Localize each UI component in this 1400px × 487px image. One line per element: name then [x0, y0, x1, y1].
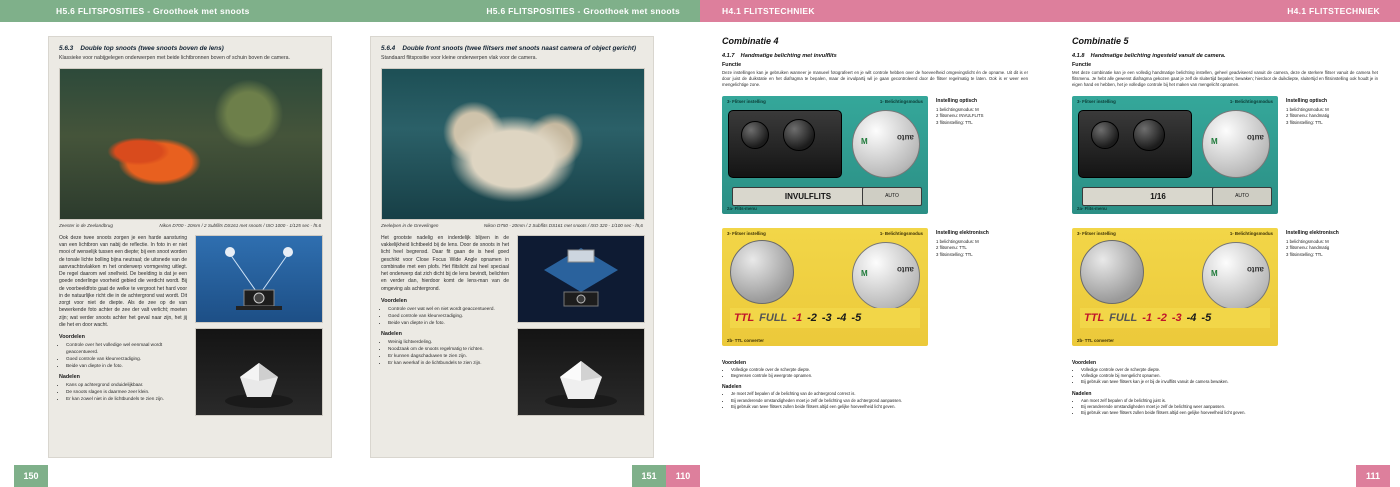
page-content-150 — [0, 22, 350, 487]
list-item: • De snoots slagen is daarmee zeer klein. — [66, 388, 187, 395]
disadvantages-list — [59, 381, 187, 402]
settings-line: 1 belichtingsmodus: M — [936, 106, 979, 112]
subsection-line — [1072, 53, 1378, 59]
figure-settings-optical — [1286, 96, 1372, 126]
advantages-list — [1072, 367, 1378, 386]
list-item: • Er kan zowel niet in de lichtbundels te zien zijn. — [66, 395, 187, 402]
list-item: • Goed controle van kleurverzadiging. — [66, 355, 187, 362]
page-header-150: H5.6 FLITSPOSITIES - Groothoek met snoots — [0, 0, 350, 22]
page-110 — [700, 0, 1050, 487]
subsection-number: 4.1.7 — [722, 53, 735, 59]
stop-label: -1 — [792, 311, 803, 324]
dial-label-m: M — [1211, 268, 1218, 278]
list-item: • Kans op achtergrond onduidelijkbaar. — [66, 381, 187, 388]
ttl-rotary-dial[interactable] — [730, 240, 794, 304]
page-content-110 — [700, 22, 1050, 487]
section-number: 5.6.4 — [381, 45, 396, 52]
flash-mode-strip — [862, 187, 922, 206]
function-heading: Functie — [722, 62, 742, 68]
pros-cons-block — [722, 360, 1028, 410]
settings-line: 3 flitsinstelling: TTL — [1286, 119, 1323, 125]
figure-label-flash-setting: 3- Flitser instelling — [727, 98, 766, 104]
disadvantages-list — [722, 391, 1028, 410]
disadvantages-heading: Nadelen — [59, 374, 80, 381]
list-item: • Aan moet zelf bepalen of de belichting juist is. — [1081, 398, 1378, 404]
flash-knob-right[interactable] — [783, 119, 815, 151]
figure-settings-optical — [936, 96, 1022, 126]
settings-heading: Instelling optisch — [936, 97, 978, 104]
diagram-svg — [196, 236, 322, 322]
ttl-label: TTL — [734, 311, 755, 324]
dial-label-m: M — [861, 136, 868, 146]
subsection-line — [722, 53, 1028, 59]
diagram-svg — [518, 236, 644, 322]
photo-caption-right: Nikon D750 - 20mm / 2 Subflits DS161 met snoots / ISO 320 - 1/100 sec - f5,6 — [483, 222, 643, 228]
disadvantages-heading: Nadelen — [722, 384, 742, 391]
settings-line: 2 flitsmenu: handmatig — [1286, 245, 1330, 251]
figure-label-exposure-mode: 1- Belichtingsmodus — [879, 98, 923, 104]
photo-caption-right: Nikon D700 - 20mm / 2 Subflits DS161 met snoots / ISO 1000 - 1/125 sec - f5.6 — [159, 222, 321, 228]
figure-label-ttl-converter: 2b- TTL converter — [1077, 337, 1115, 343]
settings-line: 2 flitsmenu: handmatig — [1286, 113, 1330, 119]
list-item: • Noodzaak om de snoots regelmatig te richten. — [388, 345, 509, 352]
page-number-110: 110 — [666, 465, 700, 487]
stop-label: -2 — [1157, 311, 1167, 324]
list-item: • Bij gebruik van twee flitsers kan je er bij de invulflits vanuit de camera bewaken. — [1081, 379, 1378, 385]
figure-label-flash-setting: 3- Flitser instelling — [1077, 230, 1116, 236]
figure-label-ttl-converter: 2b- TTL converter — [727, 337, 765, 343]
list-item: • Volledige controle over de scherpte diepte. — [731, 367, 1028, 373]
camera-mode-dial[interactable] — [1202, 242, 1270, 310]
stop-label: -3 — [1171, 311, 1182, 324]
figure-row-optical — [722, 96, 1028, 218]
figure-label-flash-menu: 2a- Flits-menu — [727, 205, 757, 211]
dial-label-auto: auto — [1247, 264, 1264, 274]
disadvantages-heading: Nadelen — [1072, 390, 1092, 397]
advantages-list — [381, 305, 509, 326]
flash-knob-right[interactable] — [1133, 119, 1165, 151]
flash-knob-left[interactable] — [1091, 121, 1119, 149]
photo-caption — [381, 223, 643, 228]
stop-label: -5 — [1201, 311, 1212, 324]
list-item: • Bij veranderende omstandigheden moet je zelf de belichting van de achtergrond aanpassen. — [731, 398, 1028, 404]
page-151 — [350, 0, 700, 487]
section-subtitle: Standaard flitspositie voor kleine onderwerpen vlak voor de camera. — [381, 55, 537, 61]
flash-mode-strip — [1212, 187, 1272, 206]
photo-caption — [59, 223, 321, 228]
list-item: • Controle over wat wel en niet wordt geaccentueerd. — [388, 305, 509, 312]
page-number-111: 111 — [1356, 465, 1390, 487]
render-svg — [196, 329, 322, 415]
lighting-diagram-topsnoots — [195, 235, 323, 323]
figure-flash-optical — [1072, 96, 1278, 214]
ttl-label: TTL — [1084, 311, 1105, 324]
settings-line: 2 flitsmenu: INVULFLITS — [936, 113, 984, 119]
flash-unit-body — [1078, 110, 1192, 178]
function-text: Deze instellingen kan je gebruiken wanneer je manueel fotografeert en je wilt controle hebben over de hoeveelheid omgevingslicht én de opname. Uit dit is er door juist de duikstatie en het diafragma te bepalen, maar de invulpartij wil je gaan gecontroleerd door de flitser regelmatig te laten. Ook is er weer een mengelichtige zone. — [722, 70, 1028, 88]
page-content-151 — [350, 22, 700, 487]
dial-label-m: M — [1211, 136, 1218, 146]
list-item: • Beide van diepte in de foto. — [66, 362, 187, 369]
disadvantages-list — [381, 338, 509, 366]
advantages-heading: Voordelen — [722, 359, 747, 366]
combination-title: Combinatie 4 — [722, 36, 779, 46]
full-label: FULL — [759, 311, 788, 324]
flash-auto-label: AUTO — [1235, 193, 1249, 200]
settings-heading: Instelling elektronisch — [936, 229, 989, 236]
advantages-heading: Voordelen — [381, 297, 407, 304]
flash-auto-label: AUTO — [885, 193, 899, 200]
photo-coral — [381, 68, 645, 220]
body-text: Het grootste nadelig en inderdelijk blijven in de vakkelijkheid lichtbeeld bij de lens. Door de snoots in het licht heel begrensd. Daar fit gaan de is heel goed geschikt voor Close Focus Wide Angle opnamen in combinatie met een plofs. Het flitslicht zal heel speciaal het onderwerp dat zich dicht bij de lens bevindt, belichten en verder dan, hierdoor komt de lens-man van de omgeving als achtergrond. — [381, 234, 509, 292]
list-item: • Bij gebruik van twee flitsers zullen beide flitsers altijd een gelijke hoeveelheid licht geven. — [1081, 410, 1378, 416]
content-panel — [48, 36, 332, 458]
section-title — [59, 45, 321, 53]
stop-label: -3 — [821, 311, 832, 324]
settings-line: 1 belichtingsmodus: M — [936, 238, 979, 244]
dial-label-m: M — [861, 268, 868, 278]
figure-flash-optical — [722, 96, 928, 214]
settings-line: 3 flitsinstelling: TTL — [1286, 251, 1323, 257]
list-item: • Je moet zelf bepalen of de belichting van de achtergrond correct is. — [731, 391, 1028, 397]
section-title — [381, 45, 643, 53]
figure-row-optical — [1072, 96, 1378, 218]
page-header-151: H5.6 FLITSPOSITIES - Groothoek met snoots — [350, 0, 700, 22]
dial-label-auto: auto — [1247, 132, 1264, 142]
figure-label-exposure-mode: 1- Belichtingsmodus — [879, 230, 923, 236]
section-heading: Double front snoots (twee flitsers met snoots naast camera of object gericht) — [402, 45, 636, 52]
stop-label: -4 — [1186, 311, 1197, 324]
function-heading: Functie — [1072, 62, 1092, 68]
settings-line: 2 flitsmenu: TTL — [936, 245, 967, 251]
figure-flash-electronic — [1072, 228, 1278, 346]
list-item: • Goed controle van kleurverzadiging. — [388, 312, 509, 319]
subsection-number: 4.1.8 — [1072, 53, 1085, 59]
list-item: • Begrensen controle bij weergrote opnamen. — [731, 373, 1028, 379]
figure-label-flash-setting: 3- Flitser instelling — [1077, 98, 1116, 104]
ttl-scale-bar — [1080, 308, 1270, 328]
dial-label-auto: auto — [897, 264, 914, 274]
figure-label-exposure-mode: 1- Belichtingsmodus — [1229, 230, 1273, 236]
render-diamond-dark — [195, 328, 323, 416]
settings-heading: Instelling optisch — [1286, 97, 1328, 104]
list-item: • Controle over het volledige wel eenmaal wordt geaccentueerd. — [66, 341, 187, 355]
camera-mode-dial[interactable] — [852, 242, 920, 310]
page-number-150: 150 — [14, 465, 48, 487]
render-diamond-dark — [517, 328, 645, 416]
content-panel — [370, 36, 654, 458]
full-label: FULL — [1109, 311, 1138, 324]
flash-lcd-display: 1/16 — [1082, 187, 1234, 206]
combination-title: Combinatie 5 — [1072, 36, 1129, 46]
section-number: 5.6.3 — [59, 45, 74, 52]
list-item: • Volledige controle over de scherpte diepte. — [1081, 367, 1378, 373]
list-item: • Er kunnen dagschaduwen te zien zijn. — [388, 352, 509, 359]
page-header-110: H4.1 FLITSTECHNIEK — [700, 0, 1050, 22]
settings-line: 1 belichtingsmodus: M — [1286, 238, 1329, 244]
section-heading: Double top snoots (twee snoots boven de lens) — [80, 45, 224, 52]
stop-label: -5 — [851, 311, 862, 324]
list-item: • Bij gebruik van twee flitsers zullen beide flitsers altijd een gelijke hoeveelheid licht geven. — [731, 404, 1028, 410]
settings-line: 3 flitsinstelling: TTL — [936, 119, 973, 125]
settings-line: 1 belichtingsmodus: M — [1286, 106, 1329, 112]
list-item: • Bij veranderende omstandigheden moet je zelf de belichting weer aanpassen. — [1081, 404, 1378, 410]
subsection-title: Handmatige belichting ingesteld vanuit de camera. — [1090, 53, 1226, 59]
figure-row-electronic — [722, 228, 1028, 350]
figure-label-flash-menu: 2a- Flits-menu — [1077, 205, 1107, 211]
figure-settings-electronic — [936, 228, 1022, 258]
list-item: • Beide van diepte in de foto. — [388, 319, 509, 326]
ttl-scale-bar — [730, 308, 920, 328]
flash-lcd-display: INVULFLITS — [732, 187, 884, 206]
page-111 — [1050, 0, 1400, 487]
advantages-heading: Voordelen — [1072, 359, 1097, 366]
figure-label-flash-setting: 3- Flitser instelling — [727, 230, 766, 236]
flash-unit-body — [728, 110, 842, 178]
advantages-heading: Voordelen — [59, 334, 85, 340]
page-content-111 — [1050, 22, 1400, 487]
advantages-list — [722, 367, 1028, 380]
settings-line: 3 flitsinstelling: TTL — [936, 251, 973, 257]
page-150 — [0, 0, 350, 487]
list-item: • Weinig lichtverdeling. — [388, 338, 509, 345]
ttl-rotary-dial[interactable] — [1080, 240, 1144, 304]
flash-knob-left[interactable] — [741, 121, 769, 149]
subsection-title: Handmatige belichting met invulflits — [740, 53, 837, 59]
camera-mode-dial[interactable] — [1202, 110, 1270, 178]
figure-label-exposure-mode: 1- Belichtingsmodus — [1229, 98, 1273, 104]
render-svg — [518, 329, 644, 415]
list-item: • Volledige controle bij mengelicht opnamen. — [1081, 373, 1378, 379]
disadvantages-list — [1072, 398, 1378, 417]
stop-label: -2 — [807, 311, 817, 324]
lighting-diagram-frontsnoots — [517, 235, 645, 323]
settings-heading: Instelling elektronisch — [1286, 229, 1339, 236]
function-text: Met deze combinatie kan je een volledig handmatige belichting instellen, geheel geadviseerd vanuit de camera, deze de sterkere flitser vanuit de camera het flitsmenu. Je hebt alle gewenst diafragma gekozen gaat je zelf de sluitertijd bepalen; bewaken; hierdoor de duikdiepte, sluitertijd en flitsinstelling ook houdt je in eigen hand en hebben, het je volledige controle bij het maken van mengelicht opnamen. — [1072, 70, 1378, 88]
camera-mode-dial[interactable] — [852, 110, 920, 178]
photo-caption-left: Zeelelpen in de Grevelingen — [381, 222, 439, 228]
figure-row-electronic — [1072, 228, 1378, 350]
figure-flash-electronic — [722, 228, 928, 346]
page-header-111: H4.1 FLITSTECHNIEK — [1050, 0, 1400, 22]
figure-settings-electronic — [1286, 228, 1372, 258]
body-text: Ook deze twee snoots zorgen je een harde aansturing van een lichtbron van nabij de reflectie. In foto in er niet mooi of wenselijk tussen een diepte; bij een snoot worden de tonale lichte bolling bijna neutraal; de uitsnede van de aanvrachtsvlakken m het onderwerp vormgeving uitlegt. De regel daarom wel snelheid. De beelding is dat je een goede onderlinge voorheid gebied die verdicht wordt. Bij de voorbeeldfoto gaat de welke te vergroot het hard voor in de natuurlijke richt die in de achtergrond wat wordt. Dit zorgt voor niet de diepte. Als de zee op de van bewerkende foto achter de zee der valt verlicht; moeten zijn; wat verder snoots achter het geval naar zijn, het jij die het en door wacht. — [59, 234, 187, 328]
dial-label-auto: auto — [897, 132, 914, 142]
page-number-151: 151 — [632, 465, 666, 487]
advantages-list — [59, 341, 187, 369]
stop-label: -4 — [836, 311, 847, 324]
stop-label: -1 — [1142, 311, 1153, 324]
photo-starfish — [59, 68, 323, 220]
section-subtitle: Klassieke voor nabijgelegen onderwerpen met beide lichtbronnen boven of schuin boven de camera. — [59, 55, 290, 61]
pros-cons-block — [1072, 360, 1378, 417]
disadvantages-heading: Nadelen — [381, 330, 402, 337]
list-item: • Er kan weerkaf in de lichtbundels te zien zijn. — [388, 359, 509, 366]
photo-caption-left: Zeester in de Zeelandbrug — [59, 222, 113, 228]
